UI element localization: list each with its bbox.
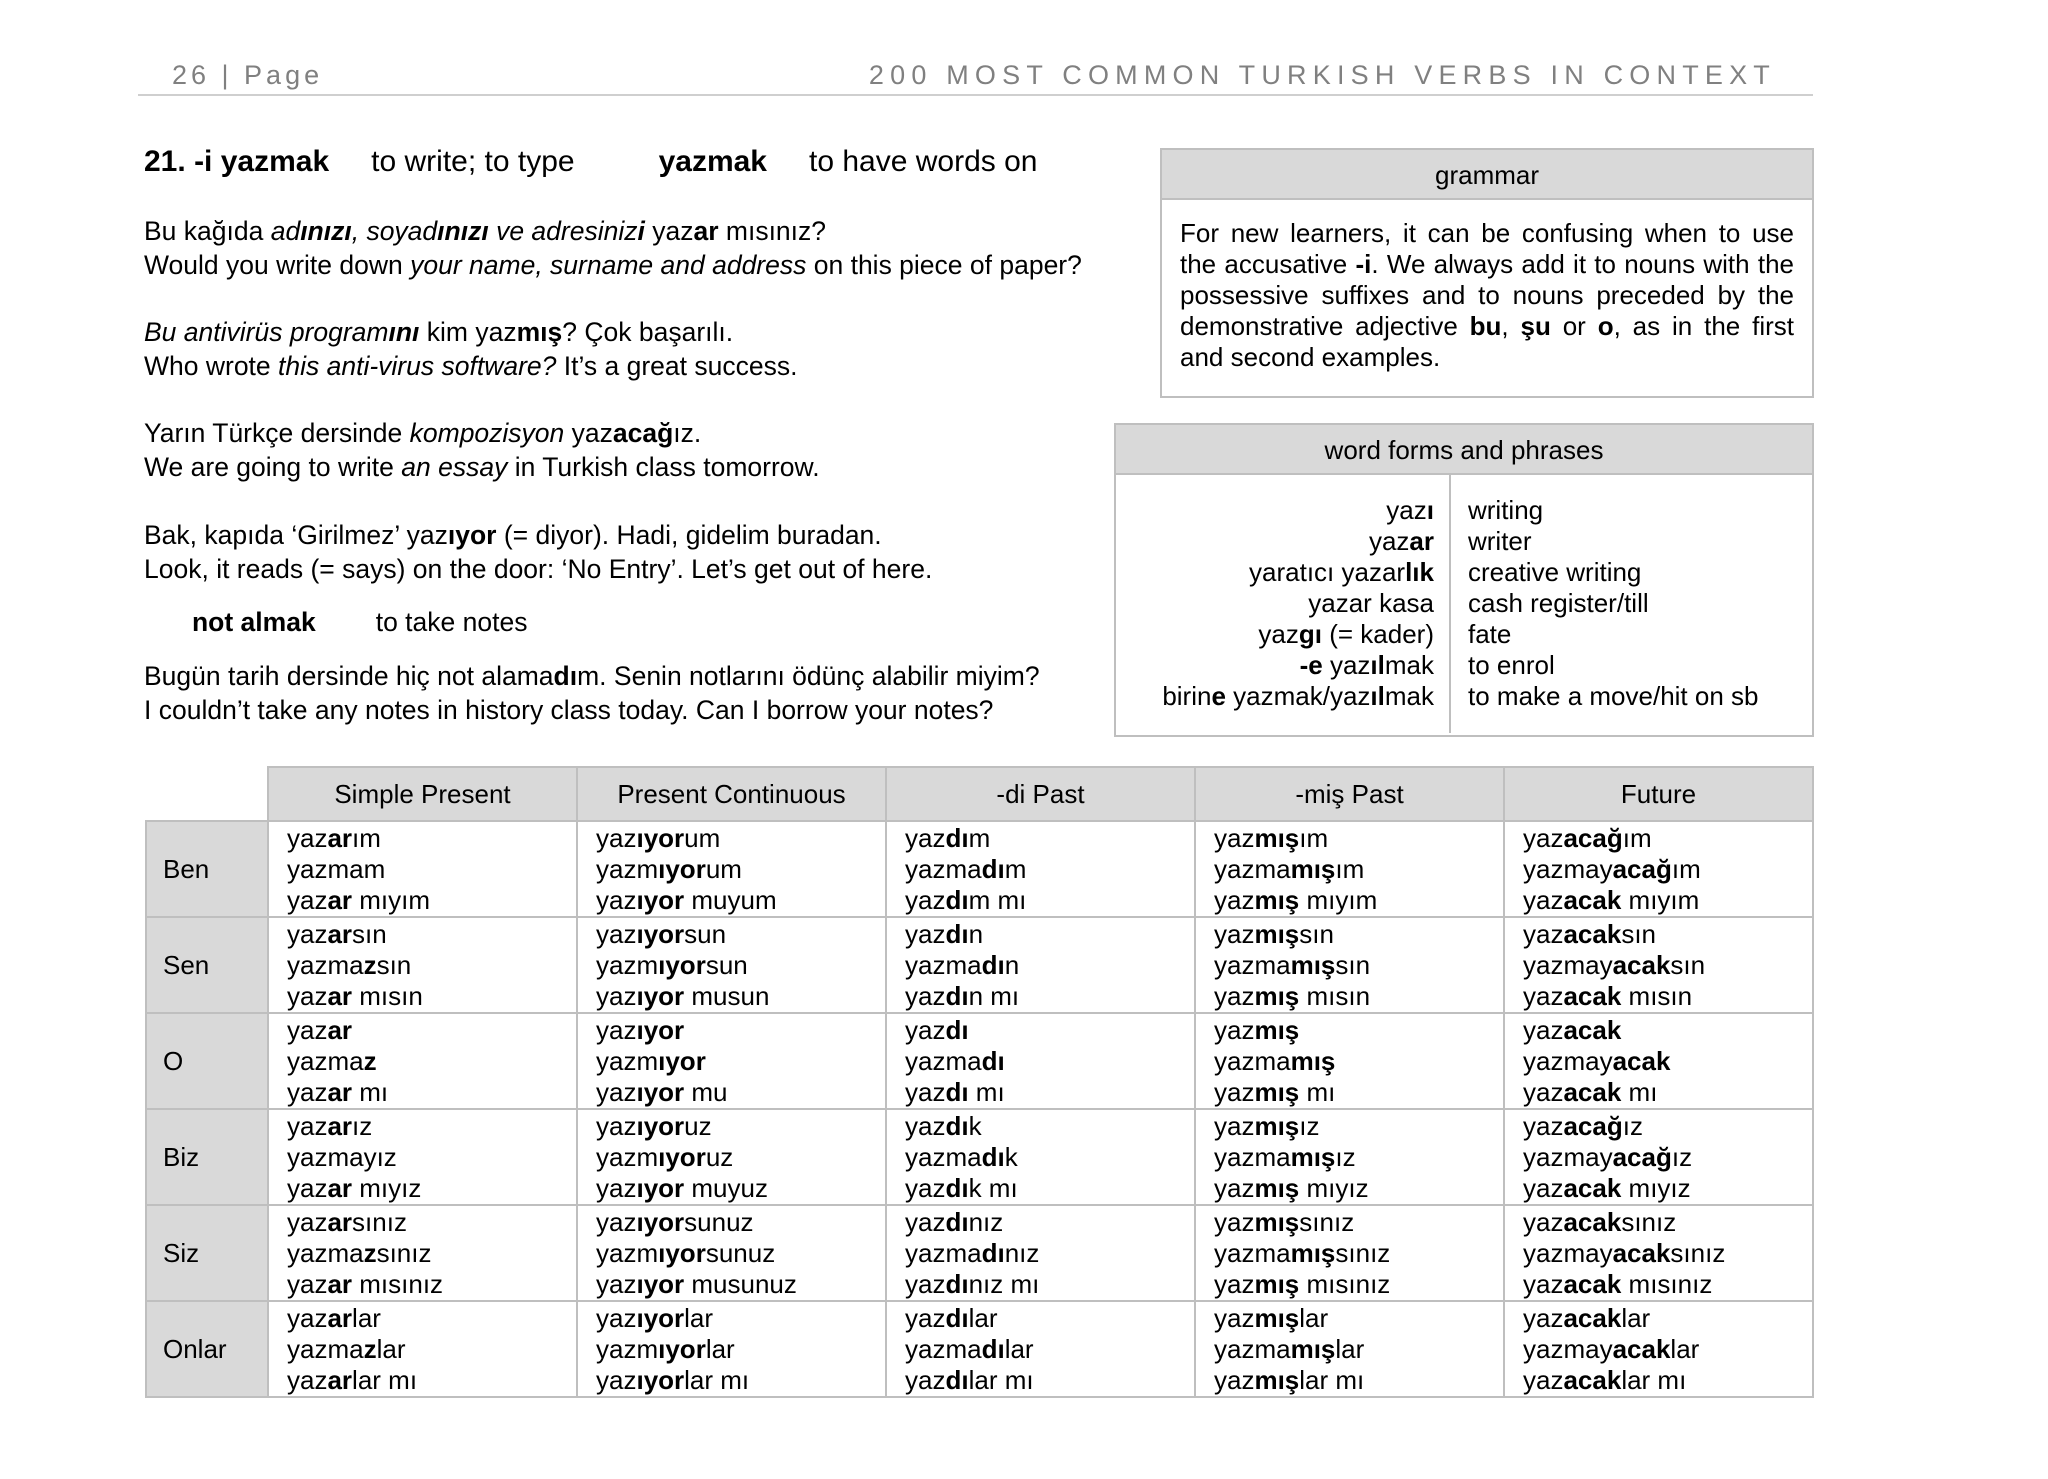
verb-form: yazmıyor [596,1045,706,1076]
conjugation-cell [886,917,1195,1013]
verb-form: yazıyoruz [596,1110,712,1141]
conjugation-cell [886,1109,1195,1205]
conjugation-row [146,1013,1813,1109]
verb-form: yazmam [287,853,386,884]
conjugation-cell [1504,917,1813,1013]
verb-form: yazmış mısınız [1214,1268,1391,1299]
book-title: 200 MOST COMMON TURKISH VERBS IN CONTEXT [868,60,1776,90]
entry-meaning-secondary: to have words on [809,145,1038,178]
conjugation-cell [577,1301,886,1397]
conjugation-cell [577,1013,886,1109]
verb-form: yazmışlar [1214,1302,1329,1333]
word-form-english: writer [1468,526,1532,556]
verb-form: yazdın mı [905,980,1020,1011]
verb-form: yazmışsınız [1214,1206,1355,1237]
verb-form: yazmış mıyız [1214,1172,1369,1203]
conjugation-cell [577,1109,886,1205]
verb-form: yazarım [287,822,381,853]
tense-header: Simple Present [268,767,577,821]
conjugation-row [146,1109,1813,1205]
verb-form: yazacaklar mı [1523,1364,1687,1395]
verb-form: yazıyorum [596,822,721,853]
verb-form: yazmamışız [1214,1141,1356,1172]
verb-form: yazmıyorum [596,853,742,884]
word-forms-title: word forms and phrases [1116,425,1812,475]
conjugation-row [146,1205,1813,1301]
verb-form: yazmadı [905,1045,1005,1076]
verb-form: yazarsın [287,918,387,949]
example-english: We are going to write an essay in Turkish class tomorrow. [144,452,820,482]
conjugation-cell [1195,821,1504,917]
conjugation-header-row [146,767,1813,821]
example-english: Would you write down your name, surname and address on this piece of paper? [144,250,1082,280]
conjugation-cell [577,1205,886,1301]
word-form-english: to enrol [1468,650,1555,680]
verb-form: yazmadın [905,949,1020,980]
example-english: Look, it reads (= says) on the door: ‘No Entry’. Let’s get out of here. [144,554,933,584]
verb-form: yazıyor [596,1014,685,1045]
verb-form: yazdılar [905,1302,998,1333]
verb-form: yazmadık [905,1141,1018,1172]
grammar-text: For new learners, it can be confusing when to use the accusative -i. We always add it to nouns with the possessive suffixes and to nouns preceded by the demonstrative adjective bu, şu or o, as in the first and second examples. [1180,218,1794,372]
pronoun-cell: Onlar [146,1301,268,1397]
word-forms-turkish [1116,495,1434,712]
verb-form: yazacak [1523,1014,1622,1045]
conjugation-cell [1504,821,1813,917]
conjugation-cell [577,917,886,1013]
verb-form: yazmış mısın [1214,980,1371,1011]
verb-form: yazar mıyım [287,884,431,915]
word-forms-divider [1449,475,1451,733]
verb-form: yazacağım [1523,822,1652,853]
verb-form: yazacak mısın [1523,980,1693,1011]
verb-form: yazdı [905,1014,969,1045]
example-turkish: Bu antivirüs programını kim yazmış? Çok başarılı. [144,317,734,347]
conjugation-cell [886,821,1195,917]
verb-form: yazar mı [287,1076,389,1107]
verb-form: yazacak mı [1523,1076,1658,1107]
verb-form: yazmayacaklar [1523,1333,1700,1364]
verb-form: yazıyorsunuz [596,1206,754,1237]
verb-form: yazar mıyız [287,1172,422,1203]
entry-verb-primary: -i yazmak [194,145,330,178]
verb-form: yazmayacak [1523,1045,1671,1076]
word-form-turkish: yaratıcı yazarlık [1249,557,1434,587]
verb-form: yazıyor muyuz [596,1172,768,1203]
verb-form: yazacaklar [1523,1302,1651,1333]
word-forms-english [1468,495,1758,712]
grammar-title: grammar [1162,150,1812,200]
verb-form: yazacaksın [1523,918,1656,949]
verb-form: yazmazsın [287,949,412,980]
conjugation-cell [1504,1109,1813,1205]
conjugation-cell [1195,1109,1504,1205]
conjugation-cell [577,821,886,917]
verb-form: yazıyorsun [596,918,727,949]
verb-form: yazmışım [1214,822,1329,853]
verb-form: yazmadılar [905,1333,1034,1364]
example-turkish: Yarın Türkçe dersinde kompozisyon yazacağız. [144,418,702,448]
conjugation-cell [268,1205,577,1301]
verb-form: yazmıyorlar [596,1333,735,1364]
verb-form: yazmış mıyım [1214,884,1378,915]
verb-form: yazdı mı [905,1076,1005,1107]
example-3 [144,416,820,484]
verb-form: yazarsınız [287,1206,407,1237]
example-turkish: Bak, kapıda ‘Girilmez’ yazıyor (= diyor). Hadi, gidelim buradan. [144,520,882,550]
verb-form: yazmıyorsun [596,949,748,980]
example-5 [144,659,1040,727]
verb-form: yazmadım [905,853,1027,884]
verb-form: yazmayacağız [1523,1141,1693,1172]
verb-form: yazmışız [1214,1110,1320,1141]
tense-header: -di Past [886,767,1195,821]
verb-form: yazdım mı [905,884,1027,915]
entry-meaning-primary: to write; to type [371,145,575,178]
word-form-turkish: yazı [1386,495,1434,525]
conjugation-cell [1504,1013,1813,1109]
example-english: I couldn’t take any notes in history class today. Can I borrow your notes? [144,695,994,725]
conjugation-cell [268,1301,577,1397]
verb-form: yazmazlar [287,1333,406,1364]
related-phrase [192,607,527,638]
verb-form: yazmıyorsunuz [596,1237,776,1268]
conjugation-cell [886,1205,1195,1301]
verb-form: yazmamışlar [1214,1333,1365,1364]
word-form-turkish: -e yazılmak [1299,650,1434,680]
word-form-english: creative writing [1468,557,1642,587]
verb-form: yazmış mı [1214,1076,1336,1107]
example-4 [144,518,932,586]
conjugation-cell [268,917,577,1013]
entry-heading [144,145,1037,179]
conjugation-cell [1195,1301,1504,1397]
verb-form: yazarlar [287,1302,381,1333]
example-turkish: Bu kağıda adınızı, soyadınızı ve adresinizi yazar mısınız? [144,216,827,246]
verb-form: yazmışsın [1214,918,1334,949]
verb-form: yazmayız [287,1141,397,1172]
verb-form: yazdılar mı [905,1364,1034,1395]
verb-form: yazıyorlar [596,1302,714,1333]
pronoun-cell: Ben [146,821,268,917]
pronoun-cell: Biz [146,1109,268,1205]
grammar-box [1160,148,1814,398]
header-rule [138,94,1813,96]
verb-form: yazdınız mı [905,1268,1040,1299]
verb-form: yazıyor mu [596,1076,728,1107]
verb-form: yazmamışsın [1214,949,1371,980]
verb-form: yazdık mı [905,1172,1018,1203]
verb-form: yazmış [1214,1014,1300,1045]
conjugation-cell [886,1301,1195,1397]
page-number: 26 | Page [172,60,324,90]
word-form-turkish: yazar [1368,526,1434,556]
phrase-term: not almak [192,607,316,637]
conjugation-cell [268,1013,577,1109]
word-form-english: to make a move/hit on sb [1468,681,1759,711]
verb-form: yazmaz [287,1045,377,1076]
word-forms-box [1114,423,1814,737]
word-form-turkish: yazgı (= kader) [1258,619,1434,649]
phrase-meaning: to take notes [375,607,528,637]
verb-form: yazıyor muyum [596,884,777,915]
word-form-turkish: yazar kasa [1308,588,1434,618]
verb-form: yazacak mıyız [1523,1172,1691,1203]
verb-form: yazıyor musunuz [596,1268,797,1299]
conjugation-table [145,766,1814,1398]
verb-form: yazar [287,1014,353,1045]
verb-form: yazar mısın [287,980,423,1011]
conjugation-cell [1504,1301,1813,1397]
example-turkish: Bugün tarih dersinde hiç not alamadım. Senin notlarını ödünç alabilir miyim? [144,661,1040,691]
pronoun-cell: Sen [146,917,268,1013]
example-2 [144,315,797,383]
word-form-turkish: birine yazmak/yazılmak [1162,681,1434,711]
verb-form: yazmazsınız [287,1237,432,1268]
conjugation-cell [886,1013,1195,1109]
verb-form: yazmamış [1214,1045,1336,1076]
verb-form: yazarlar mı [287,1364,418,1395]
conjugation-cell [268,1109,577,1205]
conjugation-cell [1195,1205,1504,1301]
conjugation-cell [1195,917,1504,1013]
verb-form: yazar mısınız [287,1268,444,1299]
tense-header: -miş Past [1195,767,1504,821]
verb-form: yazıyorlar mı [596,1364,750,1395]
verb-form: yazacak mısınız [1523,1268,1713,1299]
verb-form: yazıyor musun [596,980,770,1011]
verb-form: yazmıyoruz [596,1141,734,1172]
verb-form: yazmışlar mı [1214,1364,1365,1395]
verb-form: yazmadınız [905,1237,1040,1268]
verb-form: yazdım [905,822,991,853]
verb-form: yazmayacağım [1523,853,1701,884]
verb-form: yazmamışsınız [1214,1237,1391,1268]
example-1 [144,214,1082,282]
pronoun-cell: O [146,1013,268,1109]
verb-form: yazdık [905,1110,982,1141]
verb-form: yazmayacaksınız [1523,1237,1726,1268]
word-form-english: cash register/till [1468,588,1649,618]
verb-form: yazacağız [1523,1110,1643,1141]
verb-form: yazdın [905,918,984,949]
verb-form: yazacaksınız [1523,1206,1677,1237]
word-form-english: writing [1468,495,1544,525]
example-english: Who wrote this anti-virus software? It’s a great success. [144,351,798,381]
verb-form: yazmamışım [1214,853,1365,884]
table-corner [146,767,268,821]
verb-form: yazacak mıyım [1523,884,1700,915]
verb-form: yazdınız [905,1206,1004,1237]
tense-header: Present Continuous [577,767,886,821]
tense-header: Future [1504,767,1813,821]
conjugation-cell [1504,1205,1813,1301]
verb-form: yazmayacaksın [1523,949,1706,980]
conjugation-cell [268,821,577,917]
conjugation-row [146,1301,1813,1397]
conjugation-cell [1195,1013,1504,1109]
verb-form: yazarız [287,1110,373,1141]
entry-verb-secondary: yazmak [658,145,767,178]
word-form-english: fate [1468,619,1512,649]
conjugation-row [146,821,1813,917]
entry-number: 21. [144,145,186,178]
conjugation-row [146,917,1813,1013]
pronoun-cell: Siz [146,1205,268,1301]
